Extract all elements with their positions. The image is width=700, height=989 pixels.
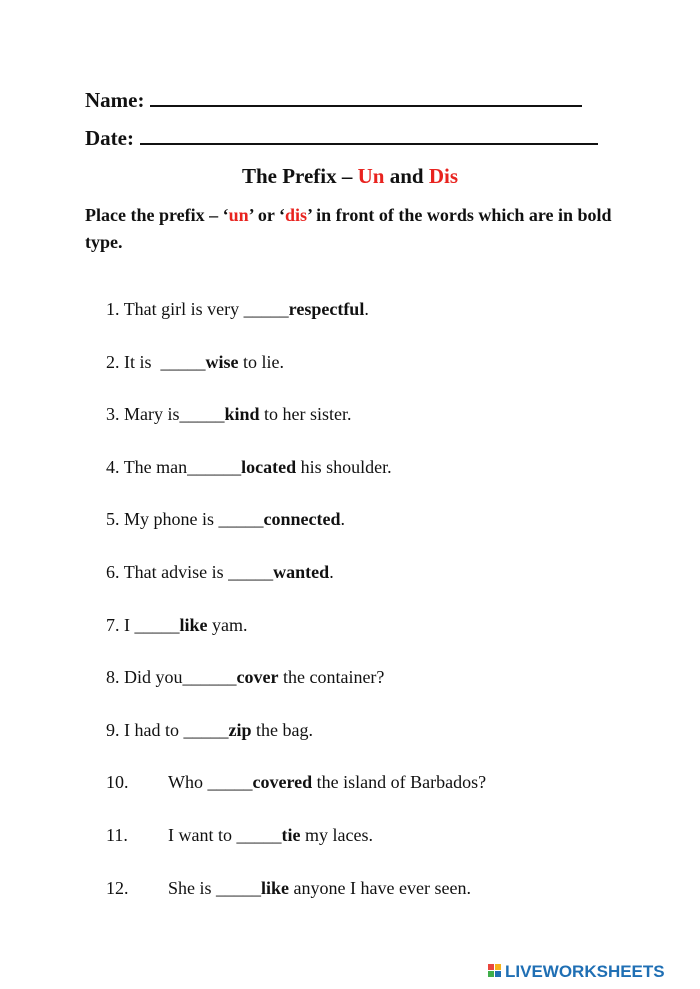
question-item (106, 772, 486, 793)
question-item (106, 299, 369, 320)
question-text[interactable]: Did you______ (124, 667, 237, 687)
bold-word: like (261, 878, 290, 898)
question-number: 5. (106, 509, 120, 529)
instructions: Place the prefix – ‘un’ or ‘dis’ in front of the words which are in bold type. (85, 205, 612, 252)
instr-dis: dis (284, 205, 308, 225)
question-number: 7. (106, 615, 120, 635)
name-field (85, 88, 582, 113)
title-dis: Dis (428, 164, 459, 188)
bold-word: covered (252, 772, 313, 792)
question-ending: his shoulder. (296, 457, 392, 477)
date-blank[interactable] (140, 142, 598, 145)
bold-word: like (179, 615, 208, 635)
question-item (106, 615, 248, 636)
question-item (106, 509, 345, 530)
bold-word: connected (263, 509, 341, 529)
question-text[interactable]: I _____ (124, 615, 180, 635)
question-number: 4. (106, 457, 120, 477)
question-text[interactable]: She is _____ (168, 878, 262, 898)
liveworksheets-logo (488, 962, 665, 982)
question-item (106, 720, 313, 741)
question-ending: anyone I have ever seen. (289, 878, 471, 898)
question-number: 2. (106, 352, 120, 372)
question-text[interactable]: That girl is very _____ (123, 299, 289, 319)
question-number: 3. (106, 404, 120, 424)
liveworksheets-logo-icon (488, 964, 502, 978)
date-label: Date: (85, 126, 134, 150)
question-text[interactable]: Mary is_____ (124, 404, 225, 424)
question-item (106, 878, 471, 899)
bold-word: cover (236, 667, 279, 687)
bold-word: zip (228, 720, 252, 740)
question-ending: the island of Barbados? (312, 772, 487, 792)
bold-word: tie (281, 825, 301, 845)
bold-word: wanted (273, 562, 330, 582)
question-number: 9. (106, 720, 120, 740)
question-ending: the container? (278, 667, 385, 687)
question-text[interactable]: The man______ (123, 457, 242, 477)
worksheet-title: The Prefix – Un and Dis (241, 164, 459, 188)
question-text[interactable]: It is _____ (124, 352, 206, 372)
question-number: 1. (106, 299, 120, 319)
question-text[interactable]: That advise is _____ (123, 562, 274, 582)
question-ending: the bag. (251, 720, 313, 740)
instr-un: un (228, 205, 249, 225)
bold-word: respectful (288, 299, 365, 319)
question-text[interactable]: I want to _____ (168, 825, 282, 845)
question-ending: . (340, 509, 345, 529)
question-text[interactable]: I had to _____ (124, 720, 229, 740)
question-item (106, 457, 392, 478)
bold-word: located (241, 457, 297, 477)
name-label: Name: (85, 88, 145, 112)
question-item (106, 404, 352, 425)
question-ending: yam. (207, 615, 248, 635)
bold-word: kind (224, 404, 260, 424)
title-un: Un (357, 164, 385, 188)
question-item (106, 825, 373, 846)
question-ending: to her sister. (259, 404, 352, 424)
logo-text: LIVEWORKSHEETS (505, 962, 665, 981)
question-number: 10. (106, 772, 129, 792)
question-number: 6. (106, 562, 120, 582)
question-ending: . (329, 562, 334, 582)
name-blank[interactable] (150, 104, 582, 107)
question-ending: to lie. (238, 352, 285, 372)
question-number: 8. (106, 667, 120, 687)
question-ending: my laces. (300, 825, 373, 845)
question-item (106, 667, 384, 688)
question-text[interactable]: My phone is _____ (124, 509, 264, 529)
question-number: 11. (106, 825, 128, 845)
question-number: 12. (106, 878, 129, 898)
question-ending: . (364, 299, 369, 319)
question-item (106, 562, 334, 583)
date-field (85, 126, 598, 151)
question-text[interactable]: Who _____ (168, 772, 253, 792)
bold-word: wise (205, 352, 239, 372)
question-item (106, 352, 284, 373)
